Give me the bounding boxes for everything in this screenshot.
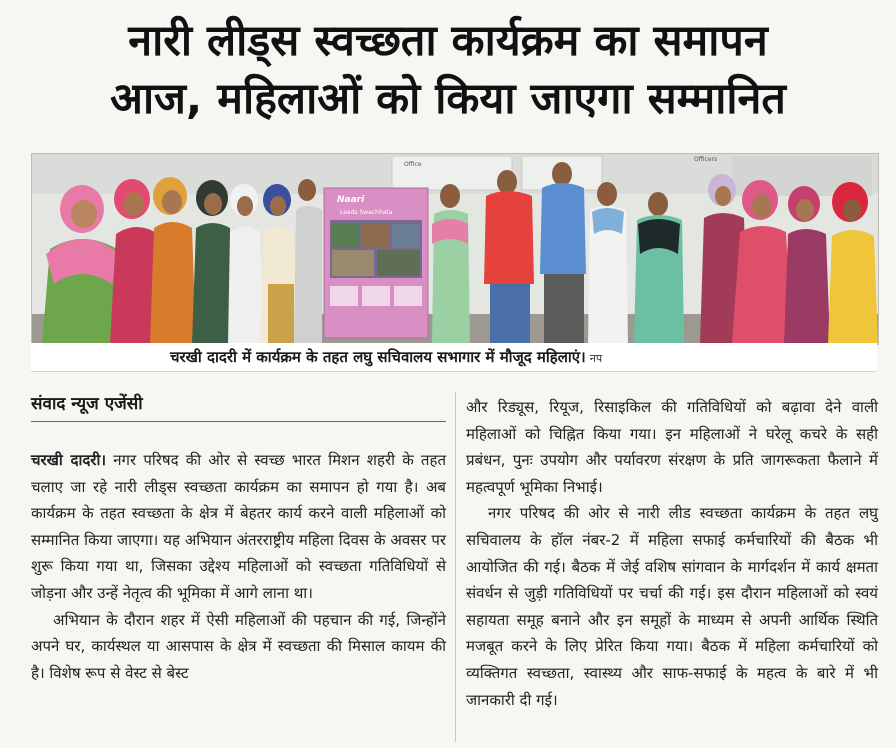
caption-credit: नप	[589, 352, 603, 365]
news-photo	[31, 153, 879, 345]
headline-line-2: आज, महिलाओं को किया जाएगा सम्मानित	[110, 74, 786, 124]
headline-line-1: नारी लीड्स स्वच्छता कार्यक्रम का समापन	[128, 16, 768, 66]
banner-subtitle: Leads Swachhata	[340, 209, 393, 216]
byline: संवाद न्यूज एजेंसी	[31, 393, 446, 422]
article-paragraph-3: और रिड्यूस, रियूज, रिसाइकिल की गतिविधियों को बढ़ावा देने वाली महिलाओं को चिह्नित किया गया। इन महिलाओं ने घरेलू कचरे के सही प्रबंधन, पुनः उपयोग और पर्यावरण संरक्षण के प्रति जागरूकता फैलाने में महत्वपूर्ण भूमिका निभाई।	[466, 398, 878, 496]
dateline: चरखी दादरी।	[31, 451, 107, 469]
column-divider	[455, 392, 456, 742]
article-paragraph-2: अभियान के दौरान शहर में ऐसी महिलाओं की पहचान की गई, जिन्होंने अपने घर, कार्यस्थल या आसपास के क्षेत्र में स्वच्छता की मिसाल कायम की है। विशेष रूप से वेस्ट से बेस्ट	[31, 610, 446, 682]
caption-text: चरखी दादरी में कार्यक्रम के तहत लघु सचिवालय सभागार में मौजूद महिलाएं।	[170, 348, 586, 366]
photo-caption	[170, 347, 790, 369]
paragraph-1-text: नगर परिषद की ओर से स्वच्छ भारत मिशन शहरी के तहत चलाए जा रहे नारी लीड्स स्वच्छता कार्यक्रम का समापन हो गया है। अब कार्यक्रम के तहत स्वच्छता के क्षेत्र में बेहतर कार्य करने वाली महिलाओं को सम्मानित किया जाएगा। यह अभियान अंतरराष्ट्रीय महिला दिवस के अवसर पर शुरू किया गया था, जिसका उद्देश्य महिलाओं को स्वच्छता गतिविधियों से जोड़ना और उन्हें नेतृत्व की भूमिका में आगे लाना था।	[31, 451, 447, 602]
wall-sign-office: Office	[404, 161, 422, 168]
wall-sign-officers: Officers	[694, 156, 718, 163]
group-photo-illustration	[32, 154, 878, 344]
people-left	[42, 177, 322, 344]
headline	[0, 12, 896, 128]
banner-title: Naari	[337, 195, 365, 205]
article-column-left	[31, 447, 446, 686]
article-paragraph-1	[31, 447, 446, 607]
article-column-right	[466, 394, 878, 713]
article-paragraph-4: नगर परिषद की ओर से नारी लीड स्वच्छता कार्यक्रम के तहत लघु सचिवालय के हॉल नंबर-2 में महिला सफाई कर्मचारियों की बैठक भी आयोजित की गई। बैठक में जेई वशिष सांगवान के मार्गदर्शन में कार्य क्षमता संवर्धन से जुड़ी गतिविधियों पर चर्चा की गई। इस दौरान महिलाओं को स्वयं सहायता समूह बनाने और इन समूहों के माध्यम से अपनी आर्थिक स्थिति मजबूत करने के लिए प्रेरित किया गया। बैठक में महिला कर्मचारियों को व्यक्तिगत स्वच्छता, स्वास्थ्य और साफ-सफाई के महत्व के बारे में भी जानकारी दी गई।	[466, 504, 878, 709]
